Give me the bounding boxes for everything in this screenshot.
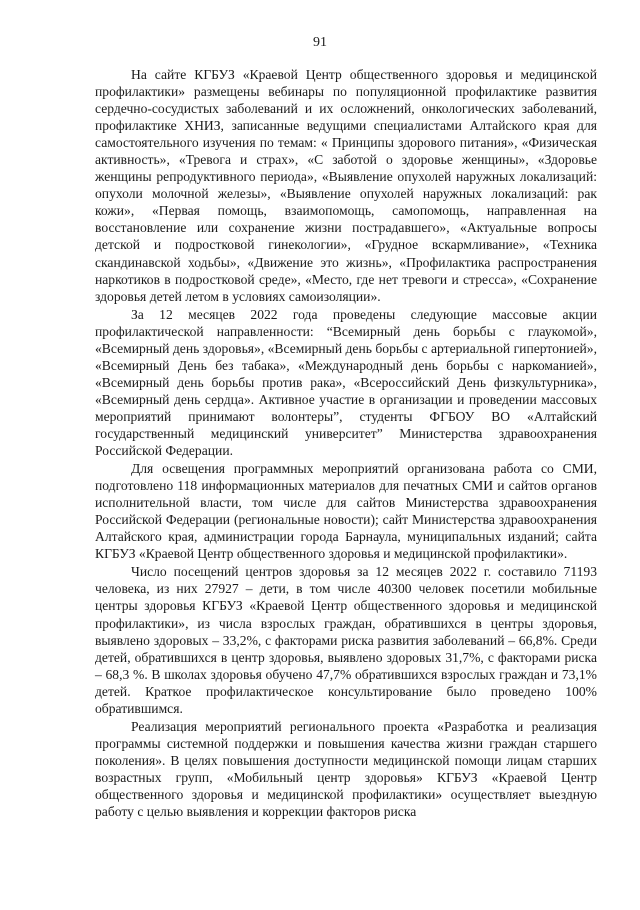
paragraph-regional-project: Реализация мероприятий регионального проекта «Разработка и реализация программы системной поддержки и повышения качества жизни граждан старшего поколения». В целях повышения доступности медицинской помощи лицам старших возрастных групп, «Мобильный центр здоровья» КГБУЗ «Краевой Центр общественного здоровья и медицинской профилактики» осуществляет выездную работу с целью выявления и коррекции факторов риска <box>95 718 597 820</box>
paragraph-media-coverage: Для освещения программных мероприятий организована работа со СМИ, подготовлено 118 информационных материалов для печатных СМИ и сайтов органов исполнительной власти, том числе для сайтов Министерства здравоохранения Российской Федерации (региональные новости); сайт Министерства здравоохранения Алтайского края, администрации города Барнаула, муниципальных изданий; сайта КГБУЗ «Краевой Центр общественного здоровья и медицинской профилактики». <box>95 461 597 562</box>
paragraph-webinars: На сайте КГБУЗ «Краевой Центр общественного здоровья и медицинской профилактики» размещены вебинары по популяционной профилактике развития сердечно-сосудистых заболеваний и их осложнений, онкологических заболеваний, профилактике ХНИЗ, записанные ведущими специалистами Алтайского края для самостоятельного изучения по темам: « Принципы здорового питания», «Физическая активность», «Тревога и страх», «С заботой о здоровье женщины», «Здоровье женщины репродуктивного периода», «Выявление опухолей наружных локализаций: опухоли молочной железы», «Выявление опухолей наружных локализаций: рак кожи», «Первая помощь, взаимопомощь, самопомощь, направленная на восстановление или сохранение жизни пострадавшего», «Актуальные вопросы детской и подростковой гинекологии», «Грудное вскармливание», «Техника скандинавской ходьбы», «Движение это жизнь», «Профилактика распространения наркотиков в подростковой среде», «Место, где нет тревоги и стресса», «Сохранение здоровья детей летом в условиях самоизоляции». <box>95 67 597 304</box>
paragraph-health-centers-stats: Число посещений центров здоровья за 12 месяцев 2022 г. составило 71193 человека, из них 27927 – дети, в том числе 40300 человек посетили мобильные центры здоровья КГБУЗ «Краевой Центр общественного здоровья и медицинской профилактики», из числа взрослых граждан, обратившихся в центры здоровья, выявлено здоровых – 33,2%, с факторами риска развития заболеваний – 66,8%. Среди детей, обратившихся в центр здоровья, выявлено здоровых 31,7%, с факторами риска – 68,3 %. В школах здоровья обучено 47,7% обратившихся взрослых граждан и 73,1% детей. Краткое профилактическое консультирование было проведено 100% обратившимся. <box>95 564 597 716</box>
document-body <box>95 66 597 820</box>
paragraph-mass-campaigns: За 12 месяцев 2022 года проведены следующие массовые акции профилактической направленности: “Всемирный день борьбы с глаукомой», «Всемирный день здоровья», «Всемирный день борьбы с артериальной гипертонией», «Всемирный День без табака», «Международный день борьбы с наркоманией», «Всемирный день борьбы против рака», «Всероссийский День физкультурника», «Всемирный день сердца». Активное участие в организации и проведении массовых мероприятий принимают волонтеры”, студенты ФГБОУ ВО «Алтайский государственный медицинский университет” Министерства здравоохранения Российской Федерации. <box>95 306 597 459</box>
page-number: 91 <box>313 35 327 50</box>
